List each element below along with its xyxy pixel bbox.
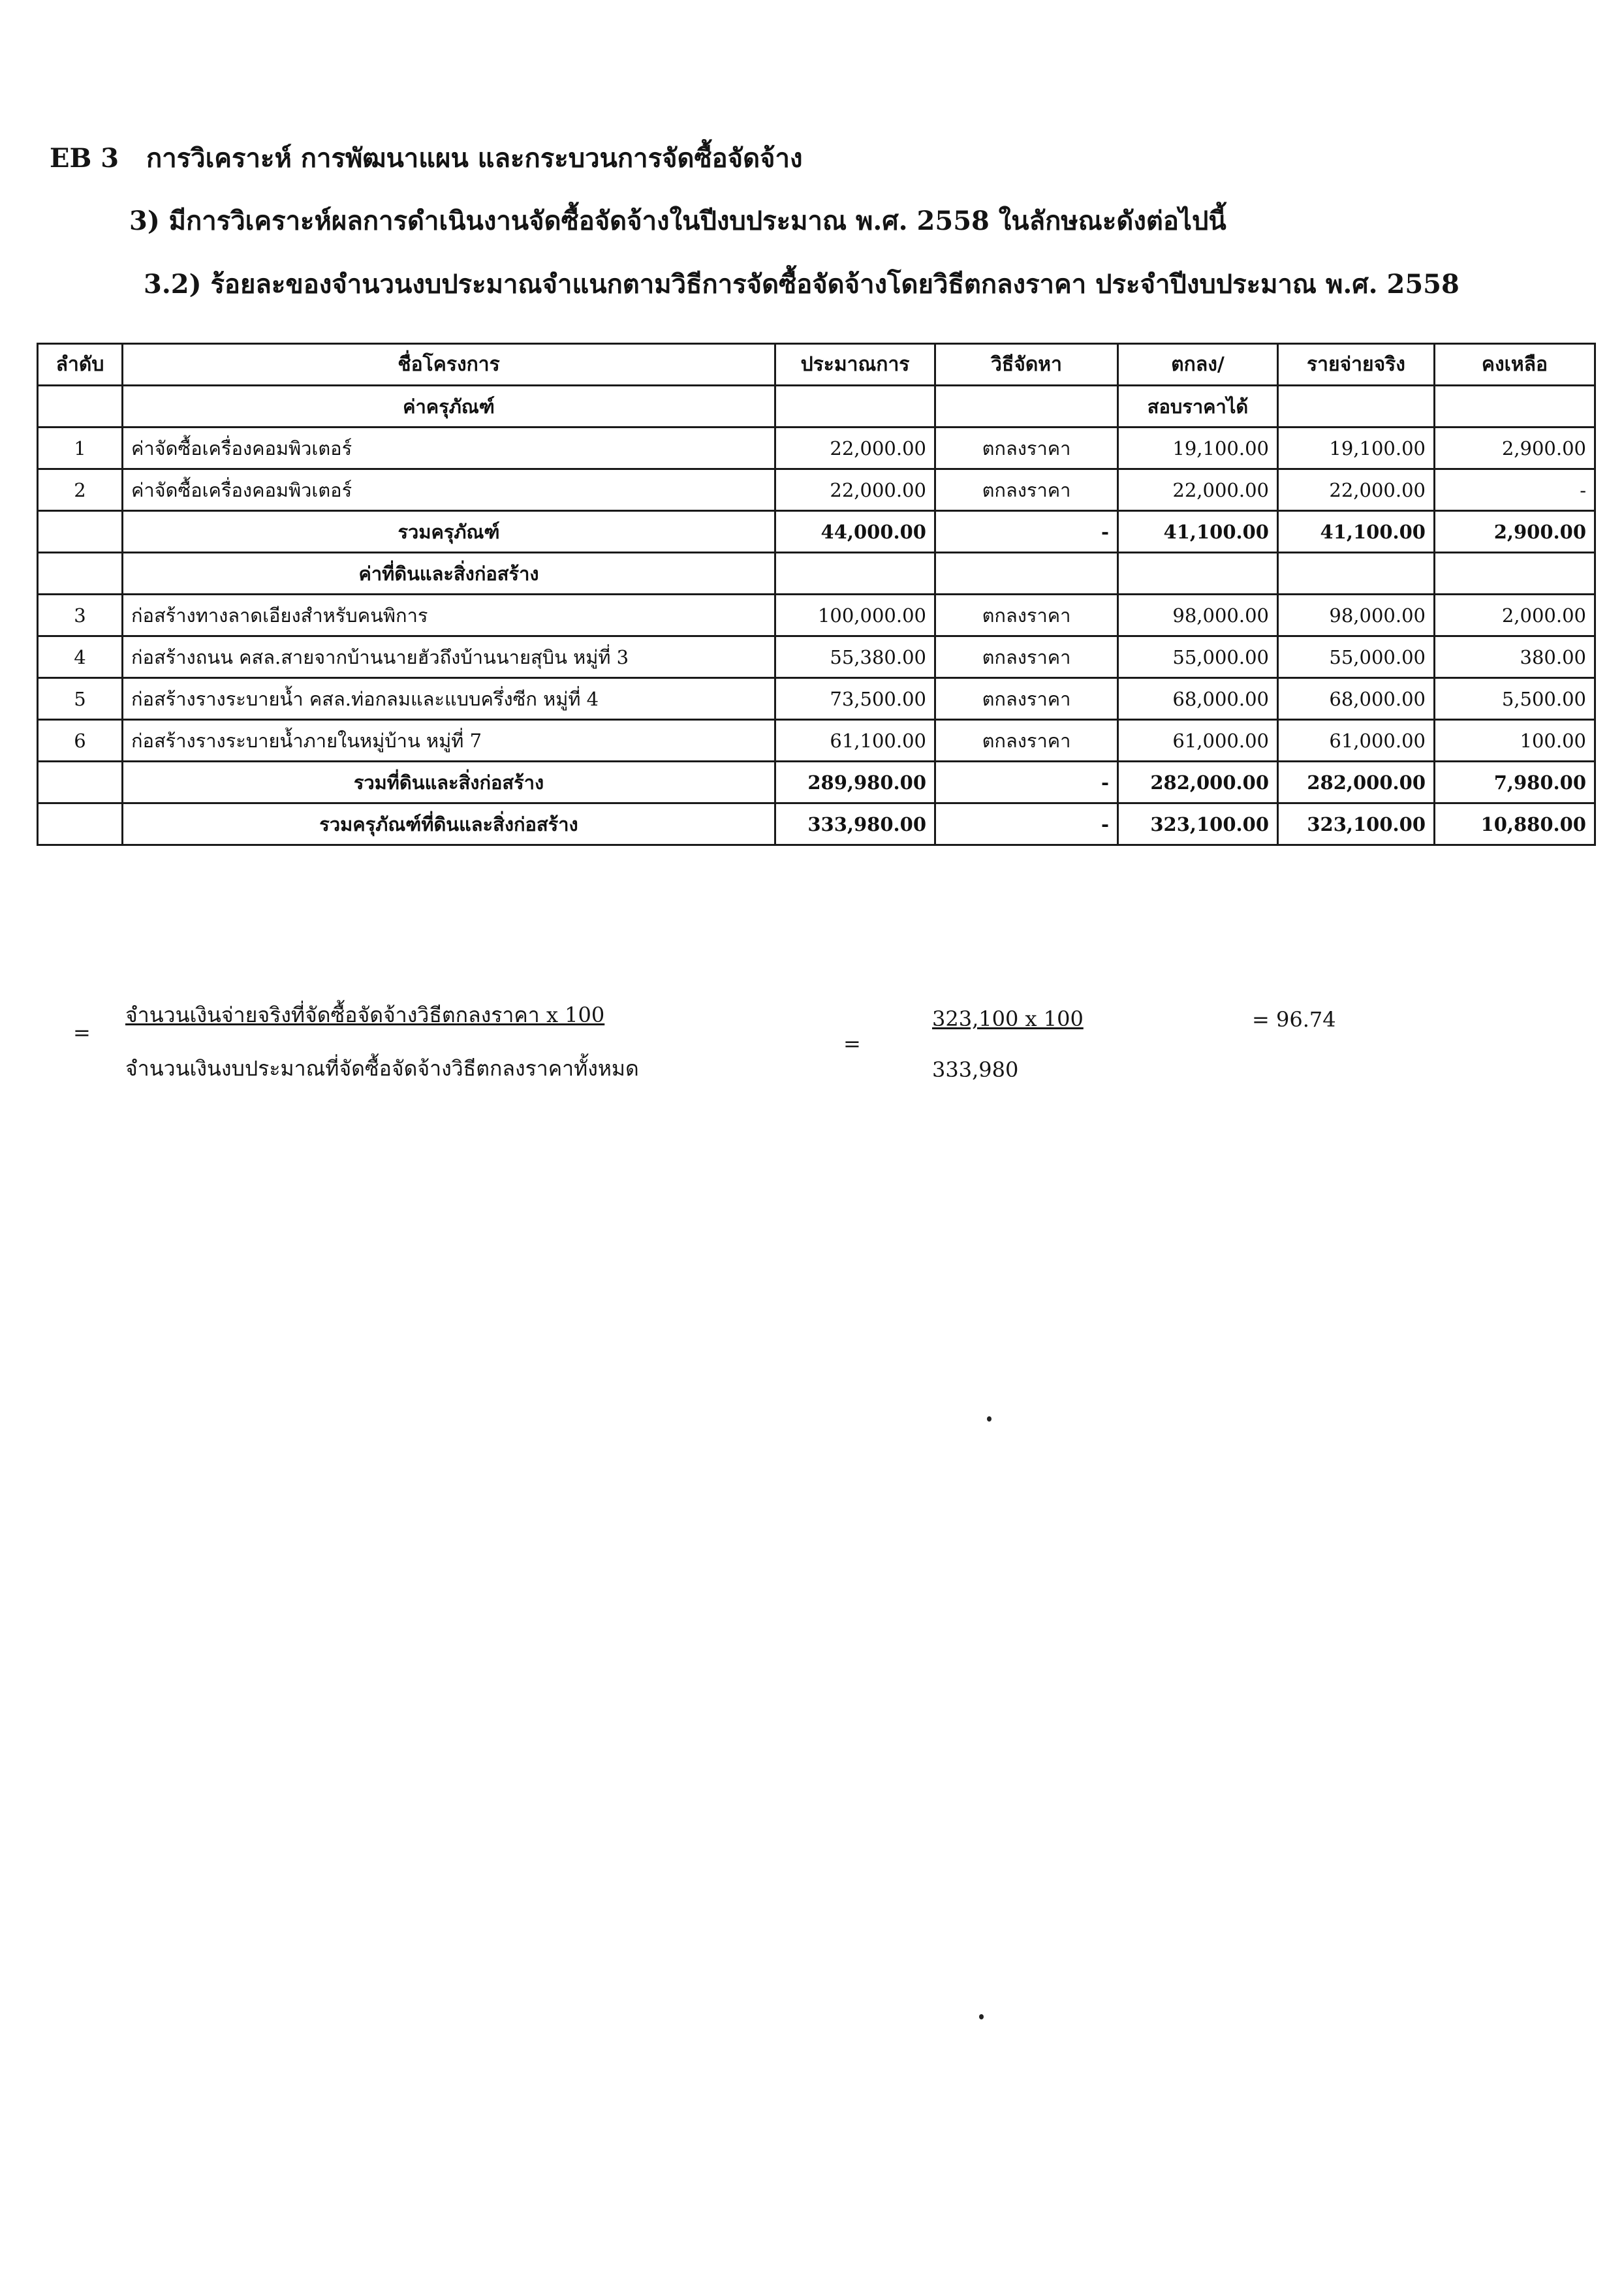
header-agreed-line2: สอบราคาได้ (1118, 386, 1278, 428)
table-cell (935, 553, 1118, 595)
row-name: ค่าจัดซื้อเครื่องคอมพิวเตอร์ (123, 428, 775, 469)
row-actual: 19,100.00 (1278, 428, 1435, 469)
header-estimate: ประมาณการ (775, 344, 935, 386)
subsection-heading: 3) มีการวิเคราะห์ผลการดำเนินงานจัดซื้อจัดจ้างในปีงบประมาณ พ.ศ. 2558 ในลักษณะดังต่อไปนี้ (129, 206, 1226, 236)
row-name: ก่อสร้างถนน คสล.สายจากบ้านนายฮัวถึงบ้านนายสุบิน หมู่ที่ 3 (123, 636, 775, 678)
subtotal-estimate: 44,000.00 (775, 511, 935, 553)
row-method: ตกลงราคา (935, 636, 1118, 678)
row-estimate: 73,500.00 (775, 678, 935, 720)
subtotal-agreed: 282,000.00 (1118, 762, 1278, 803)
row-agreed: 55,000.00 (1118, 636, 1278, 678)
table-row (38, 720, 1595, 762)
subtotal-row (38, 762, 1595, 803)
row-actual: 22,000.00 (1278, 469, 1435, 511)
grand-total-method: - (935, 803, 1118, 845)
table-cell (935, 386, 1118, 428)
header-method: วิธีจัดหา (935, 344, 1118, 386)
section-title-equipment: ค่าครุภัณฑ์ (123, 386, 775, 428)
row-actual: 68,000.00 (1278, 678, 1435, 720)
table-cell (1435, 386, 1595, 428)
procurement-table (37, 343, 1596, 846)
header-agreed: ตกลง/ (1118, 344, 1278, 386)
header-no: ลำดับ (38, 344, 123, 386)
row-method: ตกลงราคา (935, 720, 1118, 762)
subtotal-remaining: 7,980.00 (1435, 762, 1595, 803)
table-cell (38, 553, 123, 595)
row-remaining: 380.00 (1435, 636, 1595, 678)
row-agreed: 19,100.00 (1118, 428, 1278, 469)
section-title: การวิเคราะห์ การพัฒนาแผน และกระบวนการจัดซื้อจัดจ้าง (146, 143, 803, 174)
table-row (38, 428, 1595, 469)
row-agreed: 68,000.00 (1118, 678, 1278, 720)
formula-numerator-value: 323,100 x 100 (932, 1006, 1084, 1031)
grand-total-label: รวมครุภัณฑ์ที่ดินและสิ่งก่อสร้าง (123, 803, 775, 845)
grand-total-actual: 323,100.00 (1278, 803, 1435, 845)
table-cell (1278, 386, 1435, 428)
row-agreed: 22,000.00 (1118, 469, 1278, 511)
table-row (38, 469, 1595, 511)
formula-equals: = (73, 1020, 91, 1045)
formula-denominator-value: 333,980 (932, 1057, 1019, 1082)
row-remaining: - (1435, 469, 1595, 511)
row-no: 3 (38, 595, 123, 636)
subtotal-label: รวมที่ดินและสิ่งก่อสร้าง (123, 762, 775, 803)
table-row (38, 595, 1595, 636)
subtotal-row (38, 511, 1595, 553)
scan-speck (979, 2014, 984, 2019)
subtotal-actual: 41,100.00 (1278, 511, 1435, 553)
grand-total-row (38, 803, 1595, 845)
row-method: ตกลงราคา (935, 428, 1118, 469)
row-method: ตกลงราคา (935, 678, 1118, 720)
row-method: ตกลงราคา (935, 595, 1118, 636)
row-estimate: 61,100.00 (775, 720, 935, 762)
row-estimate: 55,380.00 (775, 636, 935, 678)
section-code: EB 3 (50, 143, 119, 174)
row-no: 1 (38, 428, 123, 469)
subsubsection-heading: 3.2) ร้อยละของจำนวนงบประมาณจำแนกตามวิธีการจัดซื้อจัดจ้างโดยวิธีตกลงราคา ประจำปีงบประมาณ พ.ศ. 2558 (144, 269, 1460, 300)
subtotal-estimate: 289,980.00 (775, 762, 935, 803)
formula-result: = 96.74 (1252, 1007, 1336, 1032)
grand-total-remaining: 10,880.00 (1435, 803, 1595, 845)
subtotal-method: - (935, 762, 1118, 803)
row-name: ก่อสร้างรางระบายน้ำภายในหมู่บ้าน หมู่ที่ 7 (123, 720, 775, 762)
formula-numerator-text: จำนวนเงินจ่ายจริงที่จัดซื้อจัดจ้างวิธีตกลงราคา x 100 (125, 1003, 605, 1027)
table-cell (38, 386, 123, 428)
row-actual: 98,000.00 (1278, 595, 1435, 636)
grand-total-agreed: 323,100.00 (1118, 803, 1278, 845)
table-header-row (38, 344, 1595, 386)
section-title-construction: ค่าที่ดินและสิ่งก่อสร้าง (123, 553, 775, 595)
row-no: 4 (38, 636, 123, 678)
row-name: ก่อสร้างทางลาดเอียงสำหรับคนพิการ (123, 595, 775, 636)
scan-speck (987, 1416, 992, 1422)
row-estimate: 100,000.00 (775, 595, 935, 636)
section-row (38, 553, 1595, 595)
grand-total-estimate: 333,980.00 (775, 803, 935, 845)
subtotal-actual: 282,000.00 (1278, 762, 1435, 803)
row-method: ตกลงราคา (935, 469, 1118, 511)
table-cell (38, 803, 123, 845)
row-agreed: 61,000.00 (1118, 720, 1278, 762)
section-heading (50, 137, 803, 179)
row-no: 5 (38, 678, 123, 720)
header-name: ชื่อโครงการ (123, 344, 775, 386)
section-row (38, 386, 1595, 428)
formula-equals-2: = (843, 1031, 861, 1056)
table-cell (38, 511, 123, 553)
table-row (38, 678, 1595, 720)
table-cell (1435, 553, 1595, 595)
row-estimate: 22,000.00 (775, 469, 935, 511)
row-remaining: 2,900.00 (1435, 428, 1595, 469)
row-name: ก่อสร้างรางระบายน้ำ คสล.ท่อกลมและแบบครึ่งซีก หมู่ที่ 4 (123, 678, 775, 720)
row-remaining: 2,000.00 (1435, 595, 1595, 636)
subtotal-agreed: 41,100.00 (1118, 511, 1278, 553)
table-cell (775, 553, 935, 595)
row-remaining: 5,500.00 (1435, 678, 1595, 720)
table-cell (1278, 553, 1435, 595)
table-cell (38, 762, 123, 803)
header-remaining: คงเหลือ (1435, 344, 1595, 386)
row-no: 2 (38, 469, 123, 511)
row-actual: 55,000.00 (1278, 636, 1435, 678)
row-remaining: 100.00 (1435, 720, 1595, 762)
row-estimate: 22,000.00 (775, 428, 935, 469)
row-agreed: 98,000.00 (1118, 595, 1278, 636)
subtotal-label: รวมครุภัณฑ์ (123, 511, 775, 553)
subtotal-method: - (935, 511, 1118, 553)
row-actual: 61,000.00 (1278, 720, 1435, 762)
formula-denominator-text: จำนวนเงินงบประมาณที่จัดซื้อจัดจ้างวิธีตกลงราคาทั้งหมด (125, 1056, 639, 1081)
row-name: ค่าจัดซื้อเครื่องคอมพิวเตอร์ (123, 469, 775, 511)
header-actual: รายจ่ายจริง (1278, 344, 1435, 386)
row-no: 6 (38, 720, 123, 762)
table-cell (775, 386, 935, 428)
table-cell (1118, 553, 1278, 595)
table-row (38, 636, 1595, 678)
subtotal-remaining: 2,900.00 (1435, 511, 1595, 553)
